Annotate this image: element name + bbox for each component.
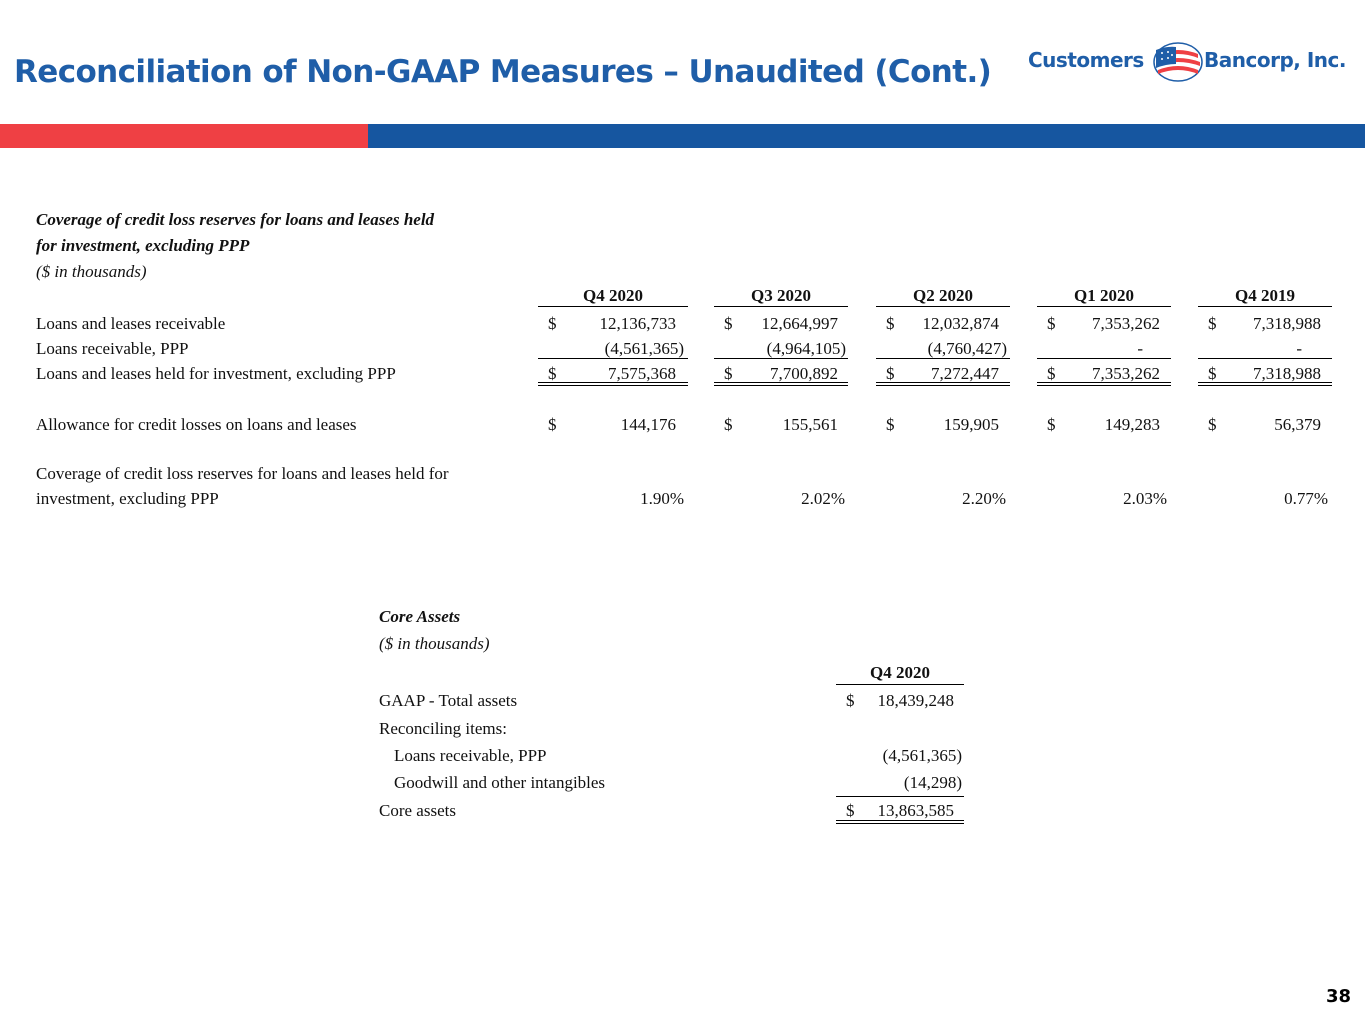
- currency-symbol: $: [1047, 314, 1056, 333]
- column-header-q4-2020: Q4 2020: [583, 286, 643, 305]
- slide-title: Reconciliation of Non-GAAP Measures – Unaudited (Cont.): [14, 54, 992, 90]
- header-underline: [1198, 306, 1332, 307]
- cell-value: -: [1296, 339, 1302, 358]
- currency-symbol: $: [548, 364, 557, 383]
- cell-value: (4,964,105): [766, 339, 846, 358]
- column-header-q4-2020: Q4 2020: [870, 663, 930, 682]
- total-double-underline: [1037, 382, 1171, 386]
- flag-icon: [1150, 40, 1204, 84]
- currency-symbol: $: [886, 364, 895, 383]
- currency-symbol: $: [886, 314, 895, 333]
- coverage-units: ($ in thousands): [36, 262, 147, 281]
- subtotal-underline: [538, 358, 688, 359]
- header-band-blue: [368, 124, 1365, 148]
- header-underline: [876, 306, 1010, 307]
- cell-value: 12,032,874: [922, 314, 999, 333]
- row-label: Loans receivable, PPP: [394, 746, 547, 765]
- cell-value: 7,575,368: [608, 364, 676, 383]
- currency-symbol: $: [1047, 415, 1056, 434]
- page-number: 38: [1325, 986, 1351, 1007]
- total-double-underline: [1198, 382, 1332, 386]
- header-underline: [1037, 306, 1171, 307]
- coverage-title-line2: for investment, excluding PPP: [36, 236, 250, 255]
- ratio-value: 2.03%: [1123, 489, 1167, 508]
- total-double-underline: [876, 382, 1010, 386]
- cell-value: 144,176: [620, 415, 676, 434]
- subtotal-underline: [1037, 358, 1171, 359]
- ratio-label-line2: investment, excluding PPP: [36, 489, 219, 508]
- logo-text-bancorp: Bancorp, Inc.: [1204, 48, 1346, 72]
- row-label: Allowance for credit losses on loans and leases: [36, 415, 357, 434]
- header-underline: [836, 684, 964, 685]
- cell-value: 7,700,892: [770, 364, 838, 383]
- currency-symbol: $: [724, 314, 733, 333]
- cell-value: 12,136,733: [599, 314, 676, 333]
- cell-value: 18,439,248: [877, 691, 954, 710]
- row-label: Reconciling items:: [379, 719, 507, 738]
- cell-value: 7,318,988: [1253, 314, 1321, 333]
- column-header-q4-2019: Q4 2019: [1235, 286, 1295, 305]
- cell-value: 7,353,262: [1092, 314, 1160, 333]
- cell-value: -: [1137, 339, 1143, 358]
- row-label: GAAP - Total assets: [379, 691, 518, 710]
- cell-value: (14,298): [903, 773, 962, 792]
- cell-value: 159,905: [943, 415, 999, 434]
- company-logo: [1026, 40, 1356, 86]
- core-assets-units: ($ in thousands): [379, 634, 490, 653]
- currency-symbol: $: [1208, 415, 1217, 434]
- ratio-value: 2.02%: [801, 489, 845, 508]
- cell-value: (4,760,427): [927, 339, 1007, 358]
- cell-value: 155,561: [782, 415, 838, 434]
- header-band-red: [0, 124, 368, 148]
- currency-symbol: $: [724, 415, 733, 434]
- subtotal-underline: [836, 796, 964, 797]
- currency-symbol: $: [1208, 314, 1217, 333]
- ratio-value: 1.90%: [640, 489, 684, 508]
- cell-value: 56,379: [1274, 415, 1321, 434]
- total-double-underline: [714, 382, 848, 386]
- currency-symbol: $: [548, 314, 557, 333]
- currency-symbol: $: [846, 691, 855, 710]
- core-assets-title: Core Assets: [379, 607, 461, 626]
- coverage-title-line1: Coverage of credit loss reserves for loans and leases held: [36, 210, 435, 229]
- column-header-q1-2020: Q1 2020: [1074, 286, 1134, 305]
- column-header-q3-2020: Q3 2020: [751, 286, 811, 305]
- row-label: Goodwill and other intangibles: [394, 773, 606, 792]
- subtotal-underline: [714, 358, 848, 359]
- currency-symbol: $: [724, 364, 733, 383]
- ratio-value: 2.20%: [962, 489, 1006, 508]
- total-double-underline: [538, 382, 688, 386]
- cell-value: 7,353,262: [1092, 364, 1160, 383]
- currency-symbol: $: [1047, 364, 1056, 383]
- cell-value: (4,561,365): [604, 339, 684, 358]
- cell-value: 12,664,997: [761, 314, 838, 333]
- subtotal-underline: [876, 358, 1010, 359]
- header-underline: [538, 306, 688, 307]
- row-label: Loans and leases held for investment, excluding PPP: [36, 364, 396, 383]
- row-label: Loans receivable, PPP: [36, 339, 189, 358]
- ratio-label-line1: Coverage of credit loss reserves for loans and leases held for: [36, 464, 449, 483]
- currency-symbol: $: [548, 415, 557, 434]
- total-double-underline: [836, 820, 964, 824]
- cell-value: 7,272,447: [931, 364, 999, 383]
- currency-symbol: $: [1208, 364, 1217, 383]
- header-underline: [714, 306, 848, 307]
- currency-symbol: $: [846, 801, 855, 820]
- currency-symbol: $: [886, 415, 895, 434]
- column-header-q2-2020: Q2 2020: [913, 286, 973, 305]
- ratio-value: 0.77%: [1284, 489, 1328, 508]
- row-label: Loans and leases receivable: [36, 314, 226, 333]
- cell-value: (4,561,365): [882, 746, 962, 765]
- cell-value: 149,283: [1104, 415, 1160, 434]
- cell-value: 7,318,988: [1253, 364, 1321, 383]
- cell-value: 13,863,585: [877, 801, 954, 820]
- logo-text-customers: Customers: [1028, 48, 1144, 72]
- subtotal-underline: [1198, 358, 1332, 359]
- row-label: Core assets: [379, 801, 456, 820]
